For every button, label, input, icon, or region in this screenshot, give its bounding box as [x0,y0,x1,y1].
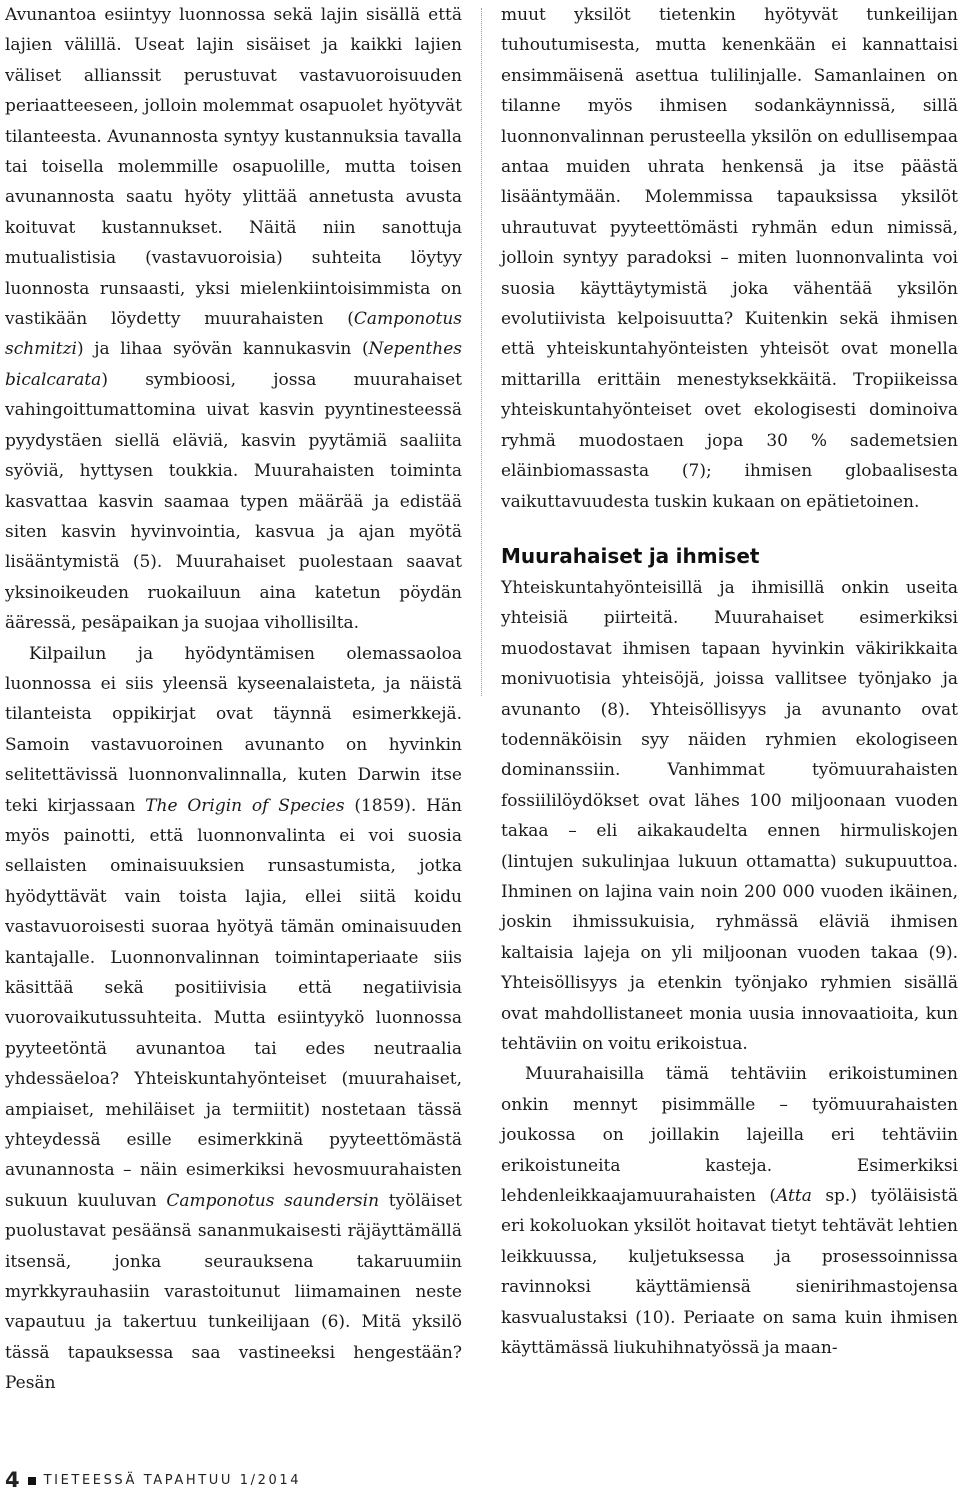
paragraph: Kilpailun ja hyödyntämisen olemassaoloa luonnossa ei siis yleensä kyseenalaisteta, ja näistä tilanteista oppikirjat ovat täynnä esimerkkejä. Samoin vastavuoroinen avunanto on hyvinkin selitettävissä luonnonvalinnalla, kuten Darwin itse teki kirjassaan The Origin of Species (1859). Hän myös painotti, että luonnonvalinta ei voi suosia sellaisten ominaisuuksien runsastumista, jotka hyödyttävät vain toista lajia, ellei siitä koidu vastavuoroisesti suoraa hyötyä tämän ominaisuuden kantajalle. Luonnonvalinnan toimintaperiaate siis käsittää sekä positiivisia että negatiivisia vuorovaikutussuhteita. Mutta esiintyykö luonnossa pyyteetöntä avunantoa tai edes neutraalia yhdessäeloa? Yhteiskuntahyönteiset (muurahaiset, ampiaiset, mehiläiset ja termiitit) nostetaan tässä yhteydessä esille esimerkkinä pyyteettömästä avunannosta – näin esimerkiksi hevosmuurahaisten sukuun kuuluvan Camponotus saundersin työläiset puolustavat pesäänsä sananmukaisesti räjäyttämällä itsensä, jonka seurauksena takaruumiin myrkkyrauhasiin varastoitunut liimamainen neste vapautuu ja takertuu tunkeilijaan (6). Mitä yksilö tässä tapauksessa saa vastineeksi hengestään? Pesän [5,643,462,1394]
section-heading: Muurahaiset ja ihmiset [501,543,760,568]
genus-name: Atta [776,1186,812,1207]
species-name: Camponotus saundersin [166,1190,380,1211]
page-number: 4 [5,1468,20,1492]
square-bullet-icon [28,1477,36,1485]
right-column [501,0,958,1363]
species-name: Camponotus schmitzi [5,309,462,360]
column-divider [481,8,482,696]
paragraph: muut yksilöt tietenkin hyötyvät tunkeilijan tuhoutumisesta, mutta kenenkään ei kannattaisi ensimmäisenä asettua tulilinjalle. Samanlainen on tilanne myös ihmisen sodankäynnissä, sillä luonnonvalinnan perusteella yksilön on edullisempaa antaa muiden uhrata henkensä ja itse päästä lisääntymään. Molemmissa tapauksissa yksilöt uhrautuvat pyyteettömästi ryhmän edun nimissä, jolloin syntyy paradoksi – miten luonnonvalinta voi suosia käyttäytymistä joka vähentää yksilön evolutiivista kelpoisuutta? Kuitenkin sekä ihmisen että yhteiskuntahyönteisten yhteisöt ovat monella mittarilla erittäin menestyksekkäitä. Tropiikeissa yhteiskuntahyönteiset ovet ekologisesti dominoiva ryhmä muodostaen jopa 30 % sademetsien eläinbiomassasta (7); ihmisen globaalisesta vaikuttavuudesta tuskin kukaan on epätietoinen. [501,5,958,512]
page-footer [5,1468,301,1492]
paragraph: Avunantoa esiintyy luonnossa sekä lajin sisällä että lajien välillä. Useat lajin sisäiset ja kaikki lajien väliset allianssit perustuvat vastavuoroisuuden periaatteeseen, jolloin molemmat osapuolet hyötyvät tilanteesta. Avunannosta syntyy kustannuksia tavalla tai toisella molemmille osapuolille, mutta toisen avunannosta saatu hyöty ylittää annetusta avusta koituvat kustannukset. Näitä niin sanottuja mutualistisia (vastavuoroisia) suhteita löytyy luonnosta runsaasti, yksi mielenkiintoisimmista on vastikään löydetty muurahaisten (Camponotus schmitzi) ja lihaa syövän kannukasvin (Nepenthes bicalcarata) symbioosi, jossa muurahaiset vahingoittumattomina uivat kasvin pyyntinesteessä pyydystäen siellä eläviä, kasvin pyytämiä saaliita syöviä, hyttysen toukkia. Muurahaisten toiminta kasvattaa kasvin saamaa typen määrää ja edistää siten kasvin hyvinvointia, kasvua ja ajan myötä lisääntymistä (5). Muurahaiset puolestaan saavat yksinoikeuden ruokailuun aina katetun pöydän ääressä, pesäpaikan ja suojaa vihollisilta. [5,5,462,634]
left-column [5,0,462,1399]
species-name: Nepenthes bicalcarata [5,339,462,390]
book-title: The Origin of Species [145,795,345,816]
journal-name: TIETEESSÄ TAPAHTUU 1/2014 [43,1472,302,1488]
paragraph: Yhteiskuntahyönteisillä ja ihmisillä onkin useita yhteisiä piirteitä. Muurahaiset esimerkiksi muodostavat ihmisen tapaan hyvinkin väkirikkaita monivuotisia yhteisöjä, joissa vallitsee työnjako ja avunanto (8). Yhteisöllisyys ja avunanto ovat todennäköisin syy näiden ryhmien ekologiseen dominanssiin. Vanhimmat työmuurahaisten fossiililöydökset ovat lähes 100 miljoonaan vuoden takaa – eli aikakaudelta ennen hirmuliskojen (lintujen sukulinjaa lukuun ottamatta) sukupuuttoa. Ihminen on lajina vain noin 200 000 vuoden ikäinen, joskin ihmissukuisia, ryhmässä eläviä ihmisen kaltaisia lajeja on yli miljoonan vuoden takaa (9). Yhteisöllisyys ja etenkin työnjako ryhmien sisällä ovat mahdollistaneet monia uusia innovaatioita, kun tehtäviin on voitu erikoistua. [501,577,958,1054]
paragraph: Muurahaisilla tämä tehtäviin erikoistuminen onkin mennyt pisimmälle – työmuurahaisten joukossa on joillakin lajeilla eri tehtäviin erikoistuneita kasteja. Esimerkiksi lehdenleikkaajamuurahaisten (Atta sp.) työläisistä eri kokoluokan yksilöt hoitavat tietyt tehtävät lehtien leikkuussa, kuljetuksessa ja prosessoinnissa ravinnoksi käyttämiensä sienirihmastojensa kasvualustaksi (10). Periaate on sama kuin ihmisen käyttämässä liukuhihnatyössä ja maan- [501,1064,958,1359]
